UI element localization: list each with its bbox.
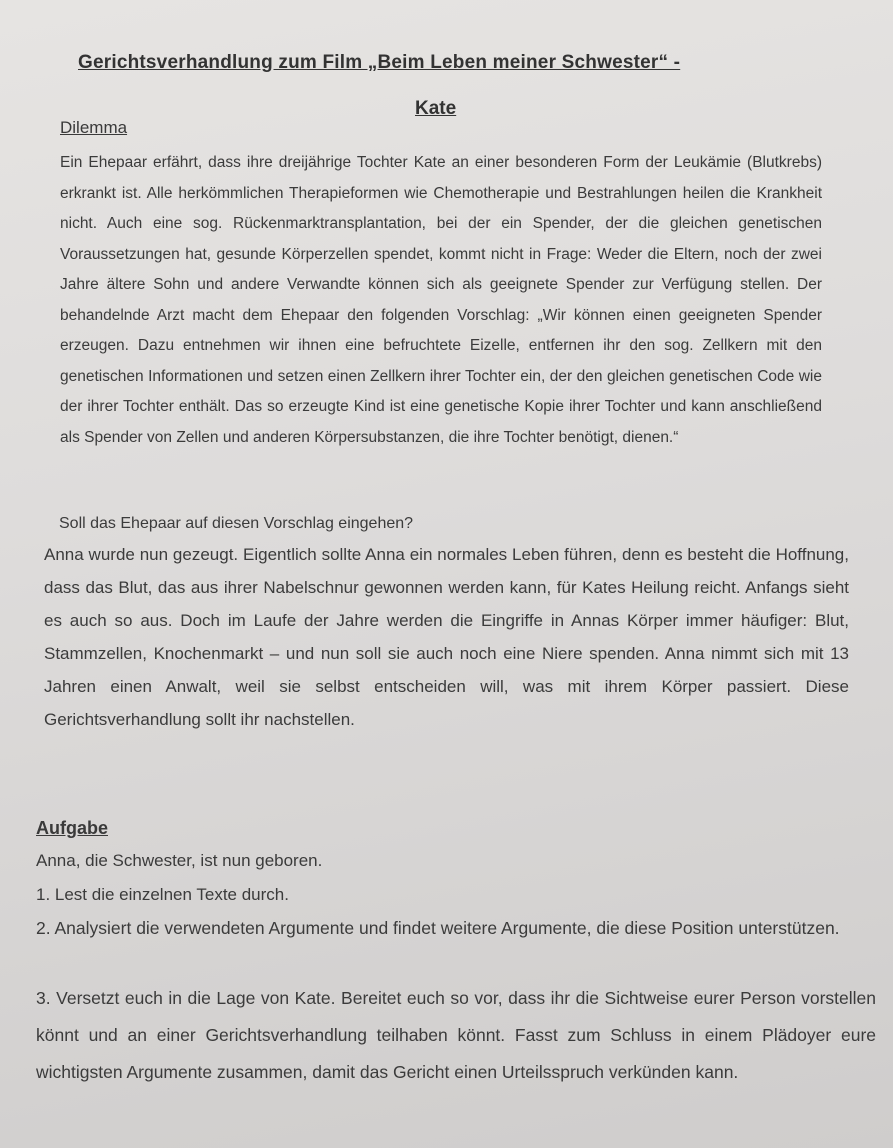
section-heading-dilemma: Dilemma (60, 118, 128, 137)
task-item-3: 3. Versetzt euch in die Lage von Kate. Bereitet euch so vor, dass ihr die Sichtweise eurer Person vorstellen könnt und an einer Gerichtsverhandlung teilhaben könnt. Fasst zum Schluss in einem Plädoyer eure wichtigsten Argumente zusammen, damit das Gericht einen Urteilsspruch verkünden kann. (36, 988, 876, 1082)
dilemma-paragraph: Ein Ehepaar erfährt, dass ihre dreijährige Tochter Kate an einer besonderen Form der Leukämie (Blutkrebs) erkrankt ist. Alle herkömmlichen Therapieformen wie Chemotherapie und Bestrahlungen heilen die Krankheit nicht. Auch eine sog. Rückenmarktransplantation, bei der ein Spender, der die gleichen genetischen Voraussetzungen hat, gesunde Körperzellen spendet, kommt nicht in Frage: Weder die Eltern, noch der zwei Jahre ältere Sohn und andere Verwandte können sich als geeignete Spender zur Verfügung stellen. Der behandelnde Arzt macht dem Ehepaar den folgenden Vorschlag: „Wir können einen geeigneten Spender erzeugen. Dazu entnehmen wir ihnen eine befruchtete Eizelle, entfernen ihr den sog. Zellkern mit den genetischen Informationen und setzen einen Zellkern ihrer Tochter ein, der den gleichen genetischen Code wie der ihrer Tochter enthält. Das so erzeugte Kind ist eine genetische Kopie ihrer Tochter und kann anschließend als Spender von Zellen und anderen Körpersubstanzen, die ihre Tochter benötigt, dienen.“ (60, 154, 822, 446)
document-title: Gerichtsverhandlung zum Film „Beim Leben meiner Schwester“ - (78, 52, 681, 73)
task-item-2: 2. Analysiert die verwendeten Argumente und findet weitere Argumente, die diese Position unterstützen. (36, 918, 840, 938)
story-paragraph: Anna wurde nun gezeugt. Eigentlich sollte Anna ein normales Leben führen, denn es besteht die Hoffnung, dass das Blut, das aus ihrer Nabelschnur gewonnen werden kann, für Kates Heilung reicht. Anfangs sieht es auch so aus. Doch im Laufe der Jahre werden die Eingriffe in Annas Körper immer häufiger: Blut, Stammzellen, Knochenmarkt – und nun soll sie auch noch eine Niere spenden. Anna nimmt sich mit 13 Jahren einen Anwalt, weil sie selbst entscheiden will, was mit ihrem Körper passiert. Diese Gerichtsverhandlung sollt ihr nachstellen. (44, 545, 849, 729)
document-subtitle: Kate (415, 98, 457, 119)
task-intro: Anna, die Schwester, ist nun geboren. (36, 851, 323, 870)
section-heading-aufgabe: Aufgabe (36, 818, 108, 838)
dilemma-question: Soll das Ehepaar auf diesen Vorschlag eingehen? (59, 515, 414, 532)
task-item-1: 1. Lest die einzelnen Texte durch. (36, 885, 289, 904)
